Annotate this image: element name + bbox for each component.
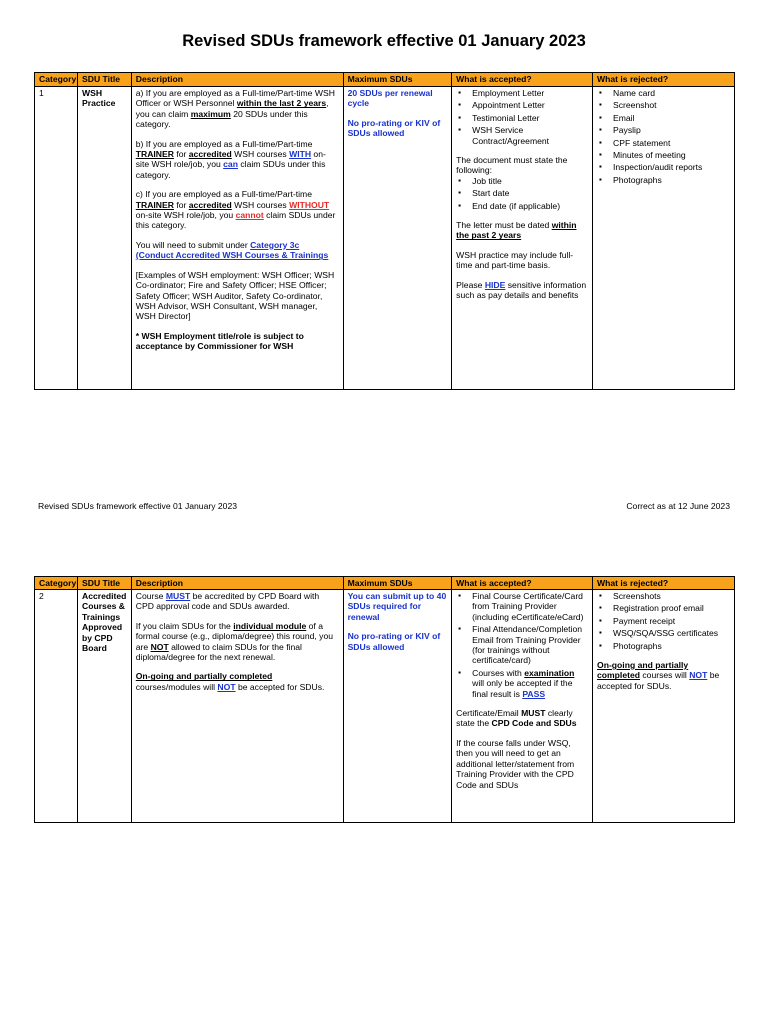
accepted-cell (452, 590, 593, 823)
accepted-cell (452, 87, 593, 390)
accepted-hide: Please HIDE sensitive information such as pay details and benefits (456, 279, 587, 301)
col-header-maximum-sdus: Maximum SDUs (343, 73, 452, 87)
sdu-table-2 (34, 576, 735, 823)
sdu-table-1 (34, 72, 735, 390)
col-header-accepted: What is accepted? (452, 577, 593, 590)
accepted-wsq: If the course falls under WSQ, then you will need to get an additional letter/statement from Training Provider with the CPD Code and SDUs (456, 737, 575, 790)
list-item: ▪ Name card (597, 88, 730, 98)
rejected-cell (593, 590, 735, 823)
desc-c: On-going and partially completed courses/modules will NOT be accepted for SDUs. (135, 671, 325, 692)
rejected-cell (593, 87, 735, 390)
description-cell (131, 87, 343, 390)
description-cell (131, 590, 343, 823)
sdu-title-cell: Accredited Courses & Trainings Approved by CPD Board (78, 590, 132, 823)
col-header-rejected: What is rejected? (593, 577, 735, 590)
accepted-sublist (456, 176, 588, 211)
list-item: ▪ Appointment Letter (456, 100, 588, 110)
page-header-right: Correct as at 12 June 2023 (626, 501, 730, 511)
col-header-description: Description (131, 73, 343, 87)
table-header-row (35, 577, 735, 590)
rejected-list (597, 591, 730, 651)
page-title: Revised SDUs framework effective 01 January 2023 (182, 32, 586, 50)
desc-f: * WSH Employment title/role is subject to acceptance by Commissioner for WSH (135, 330, 304, 352)
list-item: ▪ Photographs (597, 175, 730, 185)
accepted-list (456, 591, 588, 699)
list-item: ▪ Registration proof email (597, 603, 730, 613)
col-header-category: Category (35, 577, 78, 590)
list-item: ▪ Start date (456, 188, 588, 198)
list-item: ▪ Screenshots (597, 591, 730, 601)
desc-b: If you claim SDUs for the individual module of a formal course (e.g., diploma/degree) this round, you are NOT allowed to claim SDUs for the final diploma/degree for the next renewal. (135, 620, 334, 663)
col-header-category: Category (35, 73, 78, 87)
list-item: ▪ Final Course Certificate/Card from Training Provider (including eCertificate/eCard) (456, 591, 588, 622)
table-row (35, 590, 735, 823)
col-header-maximum-sdus: Maximum SDUs (343, 577, 452, 590)
col-header-sdu-title: SDU Title (78, 577, 132, 590)
max-sdus-note: No pro-rating or KIV of SDUs allowed (347, 117, 441, 139)
list-item: ▪ Screenshot (597, 100, 730, 110)
max-sdus-cell (343, 590, 452, 823)
table-header-row (35, 73, 735, 87)
list-item: ▪ Photographs (597, 641, 730, 651)
col-header-rejected: What is rejected? (593, 73, 735, 87)
desc-b: b) If you are employed as a Full-time/Part-time TRAINER for accredited WSH courses WITH on-site WSH role/job, you can claim SDUs under this category. (135, 138, 326, 180)
rejected-list (597, 88, 730, 185)
page-header-left: Revised SDUs framework effective 01 January 2023 (38, 501, 238, 511)
accepted-practice: WSH practice may include full-time and part-time basis. (456, 249, 574, 271)
desc-e: [Examples of WSH employment: WSH Officer; WSH Co-ordinator; Fire and Safety Officer; HSE Officer; Safety Officer; WSH Auditor, Safety Co-ordinator, WSH Advisor, WSH Consultant, WSH manager, WSH Director] (135, 269, 335, 322)
list-item: ▪ WSH Service Contract/Agreement (456, 125, 588, 146)
list-item: ▪ Testimonial Letter (456, 113, 588, 123)
col-header-accepted: What is accepted? (452, 73, 593, 87)
list-item: ▪ Email (597, 113, 730, 123)
desc-a: a) If you are employed as a Full-time/Part-time WSH Officer or WSH Personnel within the last 2 years, you can claim maximum 20 SDUs under this category. (135, 88, 335, 130)
list-item: ▪ Final Attendance/Completion Email from Training Provider (for trainings without certificate/card) (456, 624, 588, 666)
sdu-title-cell: WSH Practice (78, 87, 132, 390)
accepted-dated: The letter must be dated within the past 2 years (456, 220, 577, 241)
rejected-note: On-going and partially completed courses will NOT be accepted for SDUs. (597, 660, 720, 691)
list-item: ▪ Payslip (597, 125, 730, 135)
col-header-description: Description (131, 577, 343, 590)
col-header-sdu-title: SDU Title (78, 73, 132, 87)
max-sdus-cell (343, 87, 452, 390)
list-item: ▪ Payment receipt (597, 616, 730, 626)
category-cell: 1 (35, 87, 78, 390)
desc-c: c) If you are employed as a Full-time/Part-time TRAINER for accredited WSH courses WITHOUT on-site WSH role/job, you cannot claim SDUs under this category. (135, 189, 336, 231)
max-sdus-value: 20 SDUs per renewal cycle (347, 88, 433, 109)
table-row (35, 87, 735, 390)
category-cell: 2 (35, 590, 78, 823)
list-item: ▪ Employment Letter (456, 88, 588, 98)
max-sdus-note: No pro-rating or KIV of SDUs allowed (347, 631, 441, 652)
list-item: ▪ Courses with examination will only be accepted if the final result is PASS (456, 668, 588, 699)
list-item: ▪ Minutes of meeting (597, 150, 730, 160)
desc-a: Course MUST be accredited by CPD Board with CPD approval code and SDUs awarded. (135, 591, 320, 612)
list-item: ▪ Inspection/audit reports (597, 162, 730, 172)
accepted-list (456, 88, 588, 146)
max-sdus-value: You can submit up to 40 SDUs required for renewal (347, 591, 447, 622)
accepted-cert: Certificate/Email MUST clearly state the CPD Code and SDUs (456, 708, 577, 729)
desc-d: You will need to submit under Category 3c (Conduct Accredited WSH Courses & Trainings (135, 239, 329, 261)
accepted-intro: The document must state the following: (456, 155, 568, 176)
list-item: ▪ CPF statement (597, 138, 730, 148)
category-3c-link[interactable]: Category 3c (Conduct Accredited WSH Courses & Trainings (135, 239, 329, 261)
list-item: ▪ Job title (456, 176, 588, 186)
list-item: ▪ WSQ/SQA/SSG certificates (597, 628, 730, 638)
list-item: ▪ End date (if applicable) (456, 201, 588, 211)
